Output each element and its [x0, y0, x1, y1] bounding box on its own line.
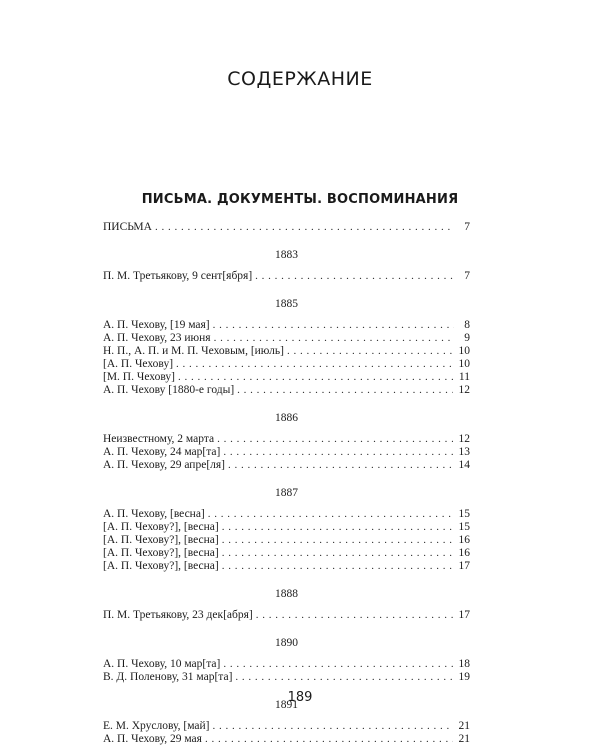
- toc-entry-page: 13: [458, 446, 470, 458]
- toc-entry: [103, 733, 470, 746]
- toc-entry-page: 12: [458, 433, 470, 445]
- toc-year-heading: 1891: [275, 699, 298, 711]
- toc-entry-text: [А. П. Чехову?], [весна]: [103, 560, 219, 572]
- toc-entry: [103, 459, 470, 472]
- toc-entry-text: [М. П. Чехову]: [103, 371, 175, 383]
- toc-entry: [103, 508, 470, 521]
- toc-entry-text: Е. М. Хруслову, [май]: [103, 720, 210, 732]
- toc-entry: [103, 547, 470, 560]
- toc-entry-page: 8: [464, 319, 470, 331]
- page-number: 189: [287, 690, 313, 705]
- toc-entry: [103, 534, 470, 547]
- toc-entry-text: А. П. Чехову, 29 мая: [103, 733, 202, 745]
- toc-entry-page: 14: [458, 459, 470, 471]
- dot-leader: [222, 521, 453, 534]
- toc-entry: [103, 609, 470, 622]
- toc-entry-text: А. П. Чехову, 24 мар[та]: [103, 446, 221, 458]
- toc-entry-page: 15: [458, 521, 470, 533]
- dot-leader: [256, 609, 453, 622]
- toc-entry: [103, 345, 470, 358]
- dot-leader: [222, 560, 453, 573]
- toc-entry: [103, 658, 470, 671]
- toc-entry: [103, 371, 470, 384]
- toc-entry-page: 17: [458, 609, 470, 621]
- toc-entry-text: [А. П. Чехову?], [весна]: [103, 547, 219, 559]
- section-title: ПИСЬМА. ДОКУМЕНТЫ. ВОСПОМИНАНИЯ: [141, 192, 459, 207]
- dot-leader: [213, 319, 454, 332]
- dot-leader: [214, 332, 454, 345]
- toc-year-heading: 1888: [275, 588, 298, 600]
- toc-entry-page: 10: [458, 345, 470, 357]
- toc-entry-text: П. М. Третьякову, 23 дек[абря]: [103, 609, 253, 621]
- dot-leader: [237, 384, 452, 397]
- toc-year-groups: [103, 249, 470, 746]
- dot-leader: [255, 270, 454, 283]
- toc-entry-page: 16: [458, 547, 470, 559]
- dot-leader: [176, 358, 452, 371]
- toc-entry: [103, 319, 470, 332]
- toc-entry-page: 19: [458, 671, 470, 683]
- toc-entry-text: А. П. Чехову [1880-е годы]: [103, 384, 235, 396]
- toc-year-heading: 1887: [275, 487, 298, 499]
- toc-entry-text: А. П. Чехову, 10 мар[та]: [103, 658, 221, 670]
- toc-entry: [103, 332, 470, 345]
- toc-entry: [103, 560, 470, 573]
- toc-entry-text: А. П. Чехову, 29 апре[ля]: [103, 459, 226, 471]
- toc-entry-text: А. П. Чехову, [весна]: [103, 508, 205, 520]
- toc-entry-page: 17: [458, 560, 470, 572]
- toc-entry-page: 21: [458, 720, 470, 732]
- dot-leader: [222, 534, 453, 547]
- toc-entry-page: 16: [458, 534, 470, 546]
- toc-entry-page: 18: [458, 658, 470, 670]
- toc-entry-page: 9: [464, 332, 470, 344]
- toc-entry-text: Н. П., А. П. и М. П. Чеховым, [июль]: [103, 345, 284, 357]
- toc-entry-text: П. М. Третьякову, 9 сент[ября]: [103, 270, 253, 282]
- toc-entry: [103, 433, 470, 446]
- toc-entry: [103, 384, 470, 397]
- page-title: СОДЕРЖАНИЕ: [227, 68, 373, 90]
- dot-leader: [287, 345, 453, 358]
- toc-entry-text: [А. П. Чехову?], [весна]: [103, 521, 219, 533]
- toc-year-heading: 1885: [275, 298, 298, 310]
- table-of-contents: [103, 212, 470, 746]
- toc-entry-page: 21: [458, 733, 470, 745]
- toc-entry-text: Неизвестному, 2 марта: [103, 433, 215, 445]
- toc-entry-text: [А. П. Чехову?], [весна]: [103, 534, 219, 546]
- toc-entry-text: В. Д. Поленову, 31 мар[та]: [103, 671, 233, 683]
- toc-entry: [103, 446, 470, 459]
- toc-entry-text: [А. П. Чехову]: [103, 358, 174, 370]
- dot-leader: [222, 547, 453, 560]
- toc-entry-page: 10: [458, 358, 470, 370]
- toc-year-heading: 1886: [275, 412, 298, 424]
- toc-year-heading: 1890: [275, 637, 298, 649]
- toc-entry-page: 12: [458, 384, 470, 396]
- toc-entry: [103, 720, 470, 733]
- dot-leader: [213, 720, 453, 733]
- dot-leader: [223, 446, 452, 459]
- dot-leader: [235, 671, 452, 684]
- dot-leader: [217, 433, 452, 446]
- toc-entry: [103, 521, 470, 534]
- toc-year-heading: 1883: [275, 249, 298, 261]
- toc-entry-page: 15: [458, 508, 470, 520]
- toc-entry-page: 7: [464, 221, 470, 233]
- dot-leader: [208, 508, 453, 521]
- toc-entry-text: А. П. Чехову, [19 мая]: [103, 319, 210, 331]
- dot-leader: [155, 221, 454, 234]
- dot-leader: [228, 459, 452, 472]
- dot-leader: [178, 371, 453, 384]
- toc-entry-page: 11: [458, 371, 470, 383]
- dot-leader: [205, 733, 453, 746]
- toc-entry: [103, 671, 470, 684]
- dot-leader: [223, 658, 452, 671]
- toc-entry-text: А. П. Чехову, 23 июня: [103, 332, 211, 344]
- toc-entry-intro: [103, 221, 470, 234]
- toc-entry-page: 7: [464, 270, 470, 282]
- toc-entry-text: ПИСЬМА: [103, 221, 152, 233]
- toc-entry: [103, 270, 470, 283]
- toc-entry: [103, 358, 470, 371]
